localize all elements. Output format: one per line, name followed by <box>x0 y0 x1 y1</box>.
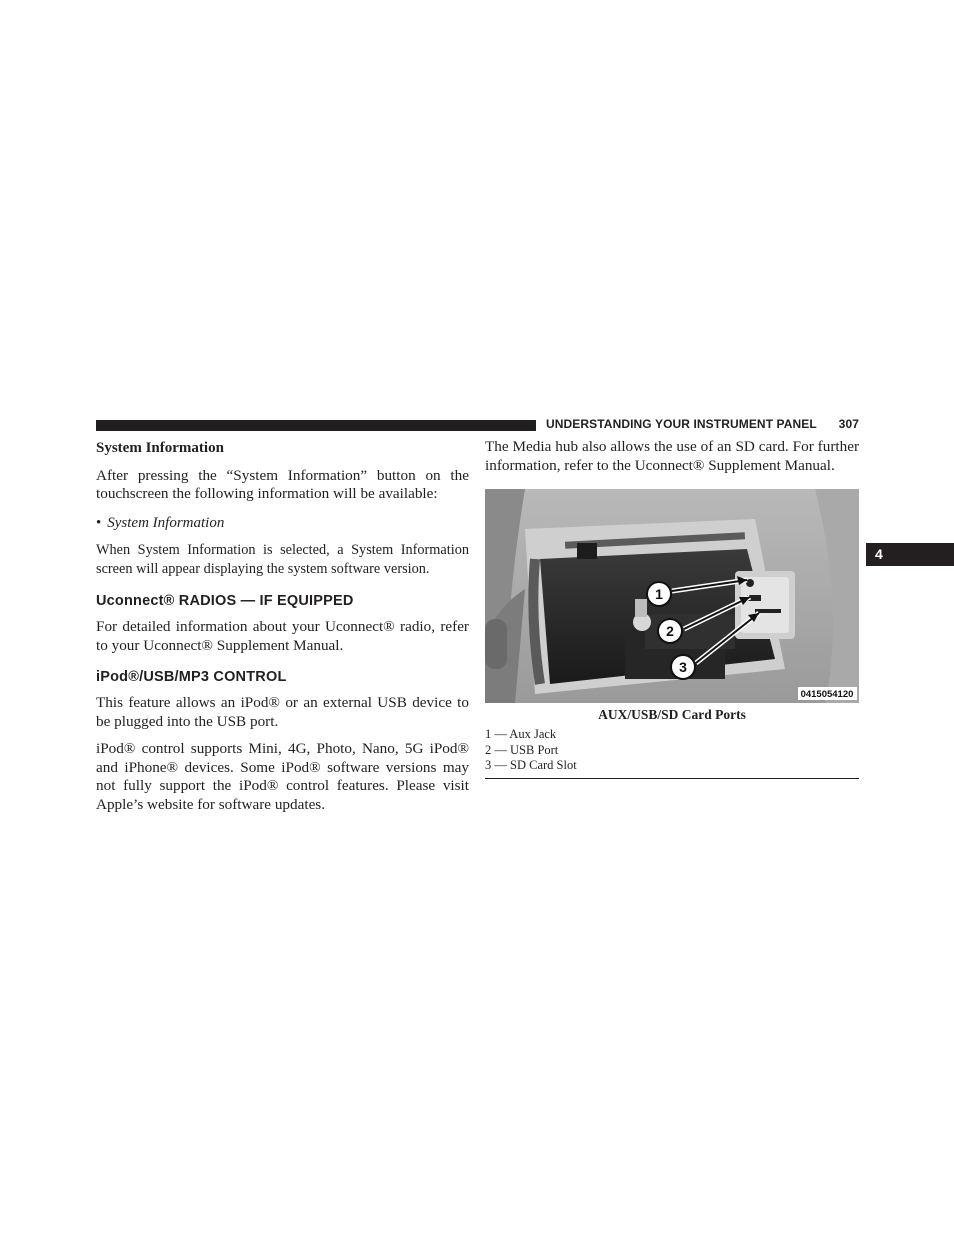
system-info-intro: After pressing the “System Information” button on the touchscreen the following information will be available: <box>96 466 469 502</box>
callout-3-label: 3 <box>679 659 687 675</box>
bullet-text: System Information <box>107 514 225 531</box>
callout-1-label: 1 <box>655 586 663 602</box>
section-title: UNDERSTANDING YOUR INSTRUMENT PANEL <box>546 417 817 431</box>
callout-2 <box>658 619 682 643</box>
callout-2-label: 2 <box>666 623 674 639</box>
chapter-tab[interactable]: 4 <box>866 543 954 566</box>
callout-3 <box>671 655 695 679</box>
media-hub-text: The Media hub also allows the use of an SD card. For further information, refer to the Uconnect® Supplement Manual. <box>485 438 859 474</box>
left-column <box>96 438 469 814</box>
running-header <box>546 417 859 431</box>
legend-item-sd-card-slot: 3 — SD Card Slot <box>485 758 577 772</box>
header-rule <box>96 420 536 431</box>
figure-legend <box>485 727 859 779</box>
figure-caption: AUX/USB/SD Card Ports <box>598 707 746 722</box>
callout-1 <box>647 582 671 606</box>
legend-item-usb-port: 2 — USB Port <box>485 742 559 757</box>
uconnect-body: For detailed information about your Uconnect® radio, refer to your Uconnect® Supplement Manual. <box>96 618 469 654</box>
ipod-heading: iPod®/USB/MP3 CONTROL <box>96 669 287 685</box>
right-column <box>485 438 859 779</box>
legend-item-aux-jack: 1 — Aux Jack <box>485 727 557 741</box>
ipod-body-1: This feature allows an iPod® or an external USB device to be plugged into the USB port. <box>96 694 469 730</box>
page-number: 307 <box>838 417 859 431</box>
bullet-item <box>96 514 469 533</box>
uconnect-heading: Uconnect® RADIOS — IF EQUIPPED <box>96 593 354 609</box>
system-info-heading: System Information <box>96 440 224 456</box>
ipod-body-2: iPod® control supports Mini, 4G, Photo, Nano, 5G iPod® and iPhone® devices. Some iPod® software versions may not fully support the iPod® control features. Please visit Apple’s website for software updates. <box>96 740 469 813</box>
bullet-icon: • <box>96 514 102 531</box>
media-hub-photo <box>485 489 859 703</box>
system-info-note: When System Information is selected, a System Information screen will appear displaying the system software version. <box>96 542 469 577</box>
image-code: 0415054120 <box>800 689 854 700</box>
